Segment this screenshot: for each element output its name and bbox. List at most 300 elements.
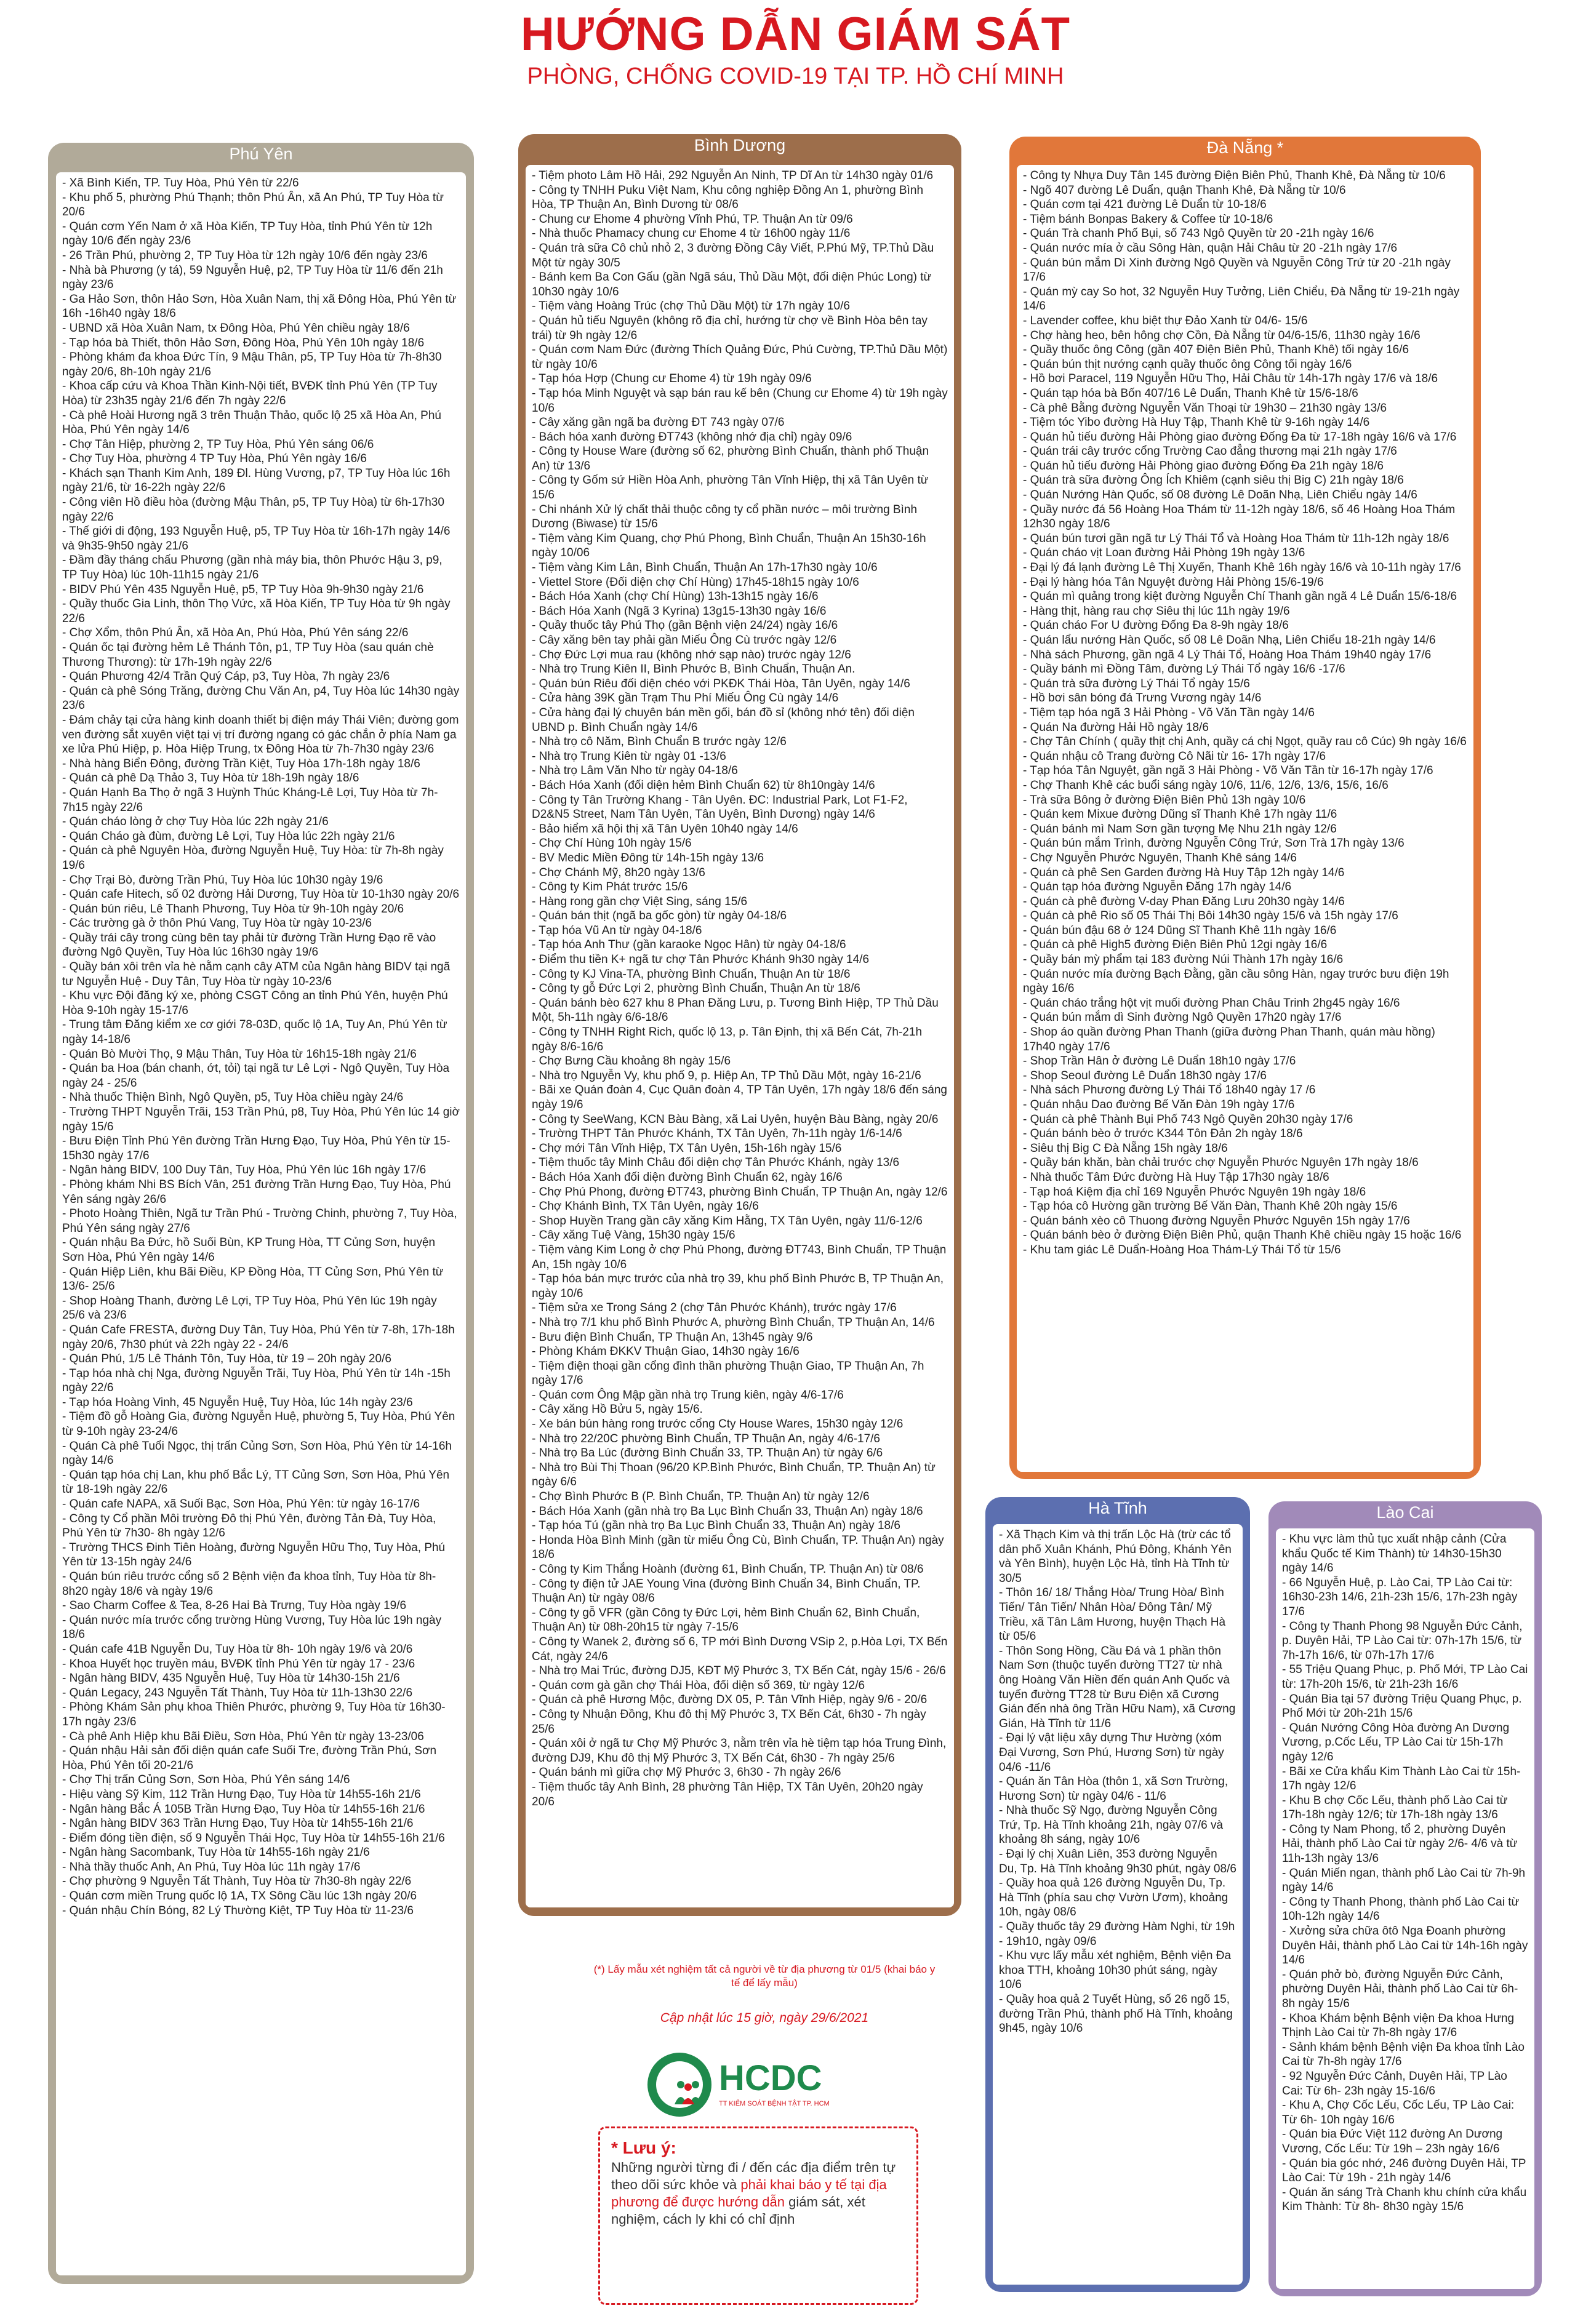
list-item: - Đầm đầy tháng chấu Phương (gần nhà máy bia, thôn Phước Hậu 3, p9, TP Tuy Hòa) lúc 10h-11h15 ngày 21/6: [62, 554, 443, 582]
list-item: - Quán bún mắm Dì Xinh đường Ngô Quyền và Nguyễn Công Trứ từ 20 -21h ngày 17/6: [1023, 256, 1451, 284]
list-item: - Lavender coffee, khu biệt thự Đảo Xanh từ 04/6- 15/6: [1023, 314, 1308, 327]
list-item: - Cà phê Anh Hiệp khu Bãi Điều, Sơn Hòa, Phú Yên từ ngày 13-23/06: [62, 1730, 424, 1743]
list-item: - Chợ Bưng Cầu khoảng 8h ngày 15/6: [532, 1055, 731, 1068]
list-item: - Quán cơm gà gần chợ Thái Hòa, đối diện số 369, từ ngày 12/6: [532, 1679, 865, 1692]
list-item: - Bách Hóa Xanh đối diện đường Bình Chuẩn 62, ngày 16/6: [532, 1170, 843, 1184]
list-item: - Ngân hàng BIDV 363 Trần Hưng Đạo, Tuy Hòa từ 14h55-16h 21/6: [62, 1817, 414, 1831]
list-item: - Trường THPT Tân Phước Khánh, TX Tân Uyên, 7h-11h ngày 1/6-14/6: [532, 1127, 902, 1141]
ha-tinh-title: Hà Tĩnh: [1088, 1499, 1147, 1517]
list-item: - Quán phở bò, đường Nguyễn Đức Cảnh, phường Duyên Hải, thành phố Lào Cai từ 6h-8h ngày 15/6: [1282, 1968, 1518, 2010]
list-item: - Tạp hóa bà Thiết, thôn Hảo Sơn, Đông Hòa, Phú Yên 10h ngày 18/6: [62, 336, 425, 349]
list-item: - Nhà thuốc Phamacy chung cư Ehome 4 từ 16h00 ngày 11/6: [532, 227, 851, 241]
hcdc-emblem-icon: [647, 2053, 711, 2117]
list-item: - Công ty House Ware (đường số 62, phường Bình Chuẩn, thành phố Thuận An) từ 13/6: [532, 445, 929, 473]
list-item: - Tạp hóa nhà chị Nga, đường Nguyễn Trãi, Tuy Hòa, Phú Yên từ 14h -15h ngày 22/6: [62, 1367, 451, 1395]
list-item: - Quán trái cây trước cổng Trường Cao đẳng thương mại 21h ngày 17/6: [1023, 445, 1397, 458]
list-item: - Nhà hàng Biển Đông, đường Trần Kiệt, Tuy Hòa 17h-18h ngày 18/6: [62, 757, 420, 770]
list-item: - Quầy thuốc tây 29 đường Hàm Nghi, từ 19h - 19h10, ngày 09/6: [999, 1920, 1235, 1948]
list-item: - Quán bánh mì giữa chợ Mỹ Phước 3, 6h30 - 7h ngày 26/6: [532, 1766, 841, 1779]
list-item: - Đại lý đá lạnh đường Lê Thị Xuyến, Thanh Khê 16h ngày 16/6 và 10-11h ngày 17/6: [1023, 561, 1461, 575]
list-item: - Quán Cafe FRESTA, đường Duy Tân, Tuy Hòa, Phú Yên từ 7-8h, 17h-18h ngày 20/6, 7h30 phút và 22h ngày 22 - 24/6: [62, 1323, 455, 1351]
list-item: - Quán trà sữa đường Lý Thái Tổ ngày 15/6: [1023, 677, 1250, 690]
list-item: - Tiệm tạp hóa ngã 3 Hải Phòng - Võ Văn Tần ngày 14/6: [1023, 706, 1315, 719]
list-item: - Quán cà phê Thành Bụi Phố 743 Ngô Quyền 20h30 ngày 17/6: [1023, 1112, 1353, 1126]
list-item: - Công ty KJ Vina-TA, phường Bình Chuẩn, Thuận An từ 18/6: [532, 967, 851, 981]
list-item: - Cây xăng Hồ Bửu 5, ngày 15/6.: [532, 1403, 703, 1416]
list-item: - Photo Hoàng Thiên, Ngã tư Trần Phú - Trường Chinh, phường 7, Tuy Hòa, Phú Yên sáng ngày 27/6: [62, 1207, 457, 1235]
list-item: - Công ty Gốm sứ Hiền Hòa Anh, phường Tân Vĩnh Hiệp, thị xã Tân Uyên từ 15/6: [532, 474, 929, 502]
list-item: - Bánh kem Ba Con Gấu (gần Ngã sáu, Thủ Dầu Một, đối diện Phúc Long) từ 10h30 ngày 10/6: [532, 271, 932, 298]
list-item: - Quán bún đậu 68 ở 124 Dũng Sĩ Thanh Khê 11h ngày 16/6: [1023, 924, 1337, 937]
list-item: - Quán Phú, 1/5 Lê Thánh Tôn, Tuy Hòa, từ 19 – 20h ngày 20/6: [62, 1352, 391, 1366]
list-item: - Công ty gỗ Đức Lợi 2, phường Bình Chuẩn, Thuận An từ 18/6: [532, 982, 860, 996]
list-item: - Hiệu vàng Sỹ Kim, 112 Trần Hưng Đạo, Tuy Hòa từ 14h55-16h 21/6: [62, 1787, 421, 1801]
list-item: - Cây xăng bên tay phải gần Miếu Ông Cù trước ngày 12/6: [532, 634, 837, 647]
list-item: - Quầy hoa quả 126 đường Nguyễn Du, Tp. Hà Tĩnh (phía sau chợ Vườn Ươm), khoảng 10h, ngày 08/6: [999, 1877, 1228, 1919]
list-item: - Nhà trọ Mai Trúc, đường DJ5, KĐT Mỹ Phước 3, TX Bến Cát, ngày 15/6 - 26/6: [532, 1664, 946, 1678]
list-item: - Chợ Thị trấn Củng Sơn, Sơn Hòa, Phú Yên sáng 14/6: [62, 1773, 350, 1787]
list-item: - Chợ Chánh Mỹ, 8h20 ngày 13/6: [532, 866, 705, 879]
list-item: - Quán cơm miền Trung quốc lộ 1A, TX Sông Cầu lúc 13h ngày 20/6: [62, 1890, 417, 1903]
list-item: - Cà phê Bằng đường Nguyễn Văn Thoại từ 19h30 – 21h30 ngày 13/6: [1023, 401, 1387, 415]
list-item: - Quán hủ tiếu Nguyên (không rõ địa chỉ, hướng từ chợ về Bình Hòa bên tay trái) từ 9h ngày 12/6: [532, 314, 928, 342]
list-item: - Quán Na đường Hải Hồ ngày 18/6: [1023, 721, 1209, 734]
list-item: - Tiệm photo Lâm Hồ Hải, 292 Nguyễn An Ninh, TP Dĩ An từ 14h30 ngày 01/6: [532, 169, 934, 182]
da-nang-list-box: [1017, 165, 1473, 1472]
list-item: - Trà sữa Bông ở đường Điện Biên Phủ 13h ngày 10/6: [1023, 793, 1306, 807]
list-item: - Quán ba Hoa (bán chanh, ớt, tỏi) tại ngã tư Lê Lợi - Ngô Quyền, Tuy Hòa ngày 24 - 25/6: [62, 1062, 450, 1090]
list-item: - Tạp hóa bán mực trước của nhà trọ 39, khu phố Bình Phước B, TP Thuận An, ngày 10/6: [532, 1272, 944, 1300]
list-item: - Khu vực Đội đăng ký xe, phòng CSGT Công an tỉnh Phú Yên, huyện Phú Hòa 9-10h ngày 15-17/6: [62, 989, 448, 1017]
list-item: - Quán Nướng Hàn Quốc, số 08 đường Lê Doãn Nhạ, Liên Chiểu ngày 14/6: [1023, 489, 1417, 502]
list-item: - Nhà trọ 22/20C phường Bình Chuẩn, TP Thuận An, ngày 4/6-17/6: [532, 1432, 881, 1445]
list-item: - Công ty Wanek 2, đường số 6, TP mới Bình Dương VSip 2, p.Hòa Lợi, TX Bến Cát, ngày 24/6: [532, 1635, 948, 1663]
list-item: - Tạp hóa Vũ An từ ngày 04-18/6: [532, 924, 702, 937]
list-item: - Ngân hàng Sacombank, Tuy Hòa từ 14h55-16h ngày 21/6: [62, 1846, 370, 1859]
ha-tinh-panel: [985, 1497, 1250, 2292]
list-item: - Khu tam giác Lê Duẩn-Hoàng Hoa Thám-Lý Thái Tổ từ 15/6: [1023, 1243, 1341, 1256]
list-item: - Ngõ 407 đường Lê Duẩn, quận Thanh Khê, Đà Nẵng từ 10/6: [1023, 183, 1346, 197]
list-item: - Tiệm vàng Kim Lân, Bình Chuẩn, Thuận An 17h-17h30 ngày 10/6: [532, 561, 878, 575]
list-item: - Quán Hạnh Ba Thọ ở ngã 3 Huỳnh Thúc Kháng-Lê Lợi, Tuy Hòa từ 7h-7h15 ngày 22/6: [62, 786, 438, 814]
list-item: - Chợ Tân Hiệp, phường 2, TP Tuy Hòa, Phú Yên sáng 06/6: [62, 437, 374, 451]
list-item: - Khoa Huyết học truyền máu, BVĐK tỉnh Phú Yên từ ngày 17 - 23/6: [62, 1657, 415, 1671]
list-item: - Quán cà phê Rio số 05 Thái Thị Bôi 14h30 ngày 15/6 và 15h ngày 17/6: [1023, 909, 1398, 923]
list-item: - Khu phố 5, phường Phú Thạnh; thôn Phú Ân, xã An Phú, TP Tuy Hòa từ 20/6: [62, 191, 444, 219]
list-item: - Quán bánh bèo ở đường Điện Biên Phủ, quận Thanh Khê chiều ngày 15 hoặc 16/6: [1023, 1229, 1462, 1242]
list-item: - Quán cà phê Hương Mộc, đường DX 05, P. Tân Vĩnh Hiệp, ngày 9/6 - 20/6: [532, 1693, 928, 1707]
list-item: - Công ty Nam Phong, tổ 2, phường Duyên Hải, thành phố Lào Cai từ ngày 2/6- 4/6 và từ 11h-13h ngày 13/6: [1282, 1823, 1518, 1866]
hcdc-logo: [647, 2053, 869, 2117]
list-item: - Điểm thu tiền K+ ngã tư chợ Tân Phước Khánh 9h30 ngày 14/6: [532, 953, 870, 967]
list-item: - Chợ Nguyễn Phước Nguyên, Thanh Khê sáng 14/6: [1023, 851, 1297, 865]
attention-text-highlight: phải khai báo y tế tại địa phương để được hướng dẫn: [611, 2177, 887, 2210]
list-item: - Chợ Tuy Hòa, phường 4 TP Tuy Hòa, Phú Yên ngày 16/6: [62, 452, 367, 466]
list-item: - Tiệm sửa xe Trong Sáng 2 (chợ Tân Phước Khánh), trước ngày 17/6: [532, 1301, 897, 1315]
list-item: - Khoa cấp cứu và Khoa Thần Kinh-Nội tiết, BVĐK tỉnh Phú Yên (TP Tuy Hòa) từ 23h35 ngày 21/6 đến 7h ngày 22/6: [62, 380, 438, 407]
list-item: - Công ty Thanh Phong 98 Nguyễn Đức Cảnh, p. Duyên Hải, TP Lào Cai từ: 07h-17h 15/6, từ 7h-17h 16/6, từ 07h-17h 17/6: [1282, 1619, 1523, 1662]
list-item: - Bách hóa xanh đường ĐT743 (không nhớ địa chỉ) ngày 09/6: [532, 430, 852, 444]
list-item: - Quán cơm Ông Mập gần nhà trọ Trung kiên, ngày 4/6-17/6: [532, 1388, 844, 1402]
attention-text-part2: giám sát, xét nghiệm, cách ly khi có chỉ định: [611, 2194, 865, 2227]
phu-yen-list: [62, 176, 460, 1918]
list-item: - Shop Hoàng Thanh, đường Lê Lợi, TP Tuy Hòa, Phú Yên lúc 19h ngày 25/6 và 23/6: [62, 1294, 437, 1322]
list-item: - Tiệm tóc Yibo đường Hà Huy Tập, Thanh Khê từ 9-16h ngày 14/6: [1023, 416, 1370, 429]
list-item: - Quán cà phê Nguyên Hòa, đường Nguyễn Huệ, Tuy Hòa: từ 7h-8h ngày 19/6: [62, 844, 444, 872]
list-item: - Công ty SeeWang, KCN Bàu Bàng, xã Lai Uyên, huyện Bàu Bàng, ngày 20/6: [532, 1112, 939, 1126]
list-item: - Nhà thuốc Tâm Đức đường Hà Huy Tập 17h30 ngày 18/6: [1023, 1170, 1329, 1184]
lao-cai-title: Lào Cai: [1376, 1503, 1434, 1522]
list-item: - Cây xăng Tuệ Vàng, 15h30 ngày 15/6: [532, 1229, 735, 1242]
list-item: - Chợ Đức Lợi mua rau (không nhớ sạp nào) trước ngày 12/6: [532, 648, 851, 661]
list-item: - 66 Nguyễn Huệ, p. Lào Cai, TP Lào Cai từ: 16h30-23h 14/6, 21h-23h 15/6, 17h-23h ngày 17/6: [1282, 1576, 1518, 1618]
list-item: - Nhà trọ Ba Lúc (đường Bình Chuẩn 33, TP. Thuận An) từ ngày 6/6: [532, 1447, 883, 1460]
list-item: - Bảo hiểm xã hội thị xã Tân Uyên 10h40 ngày 14/6: [532, 822, 798, 836]
list-item: - Nhà bà Phương (y tá), 59 Nguyễn Huệ, p2, TP Tuy Hòa từ 11/6 đến 21h ngày 23/6: [62, 263, 443, 292]
list-item: - Khu vực lấy mẫu xét nghiệm, Bệnh viện Đa khoa TTH, khoảng 10h30 phút sáng, ngày 10/6: [999, 1949, 1232, 1992]
list-item: - Phòng Khám Sản phụ khoa Thiên Phước, phường 9, Tuy Hòa từ 16h30- 17h ngày 23/6: [62, 1701, 446, 1728]
list-item: - Chợ Chí Hùng 10h ngày 15/6: [532, 837, 692, 850]
attention-text-part1: Những người từng đi / đến các địa điểm trên tự theo dõi sức khỏe và: [611, 2160, 896, 2192]
list-item: - Chợ Phú Phong, đường ĐT743, phường Bình Chuẩn, TP Thuận An, ngày 12/6: [532, 1185, 948, 1199]
list-item: - Nhà trọ Bùi Thị Thoan (96/20 KP.Bình Phước, Bình Chuẩn, TP. Thuận An) từ ngày 6/6: [532, 1461, 936, 1489]
list-item: - Chợ Tân Chính ( quầy thịt chị Anh, quầy cá chị Ngọt, quầy rau cô Cúc) 9h ngày 16/6: [1023, 735, 1467, 749]
list-item: - Quán trà sữa Cô chủ nhỏ 2, 3 đường Đồng Cây Viết, P.Phú Mỹ, TP.Thủ Dầu Một từ ngày 30/5: [532, 241, 934, 270]
list-item: - Quán Trà chanh Phố Bụi, số 743 Ngô Quyền từ 20 -21h ngày 16/6: [1023, 227, 1374, 241]
list-item: - Trường THCS Đinh Tiên Hoàng, đường Nguyễn Hữu Thọ, Tuy Hòa, Phú Yên từ 13-15h ngày 24/6: [62, 1541, 446, 1569]
hcdc-logo-subtitle: TT KIỂM SOÁT BỆNH TẬT TP. HCM: [719, 2100, 830, 2107]
list-item: - Quán bún riêu, Lê Thanh Phương, Tuy Hòa từ 9h-10h ngày 20/6: [62, 902, 404, 916]
list-item: - Phòng khám Nhi BS Bích Vân, 251 đường Trần Hưng Đạo, Tuy Hòa, Phú Yên sáng ngày 26/6: [62, 1178, 451, 1206]
list-item: - Công ty Kim Thắng Hoành (đường 61, Bình Chuẩn, TP. Thuận An) từ 08/6: [532, 1563, 924, 1576]
list-item: - Quán ăn sáng Trà Chanh khu chính cửa khẩu Kim Thành: Từ 8h- 8h30 ngày 15/6: [1282, 2186, 1527, 2214]
list-item: - Quán lẩu nướng Hàn Quốc, số 08 Lê Doãn Nhạ, Liên Chiểu 18-21h ngày 14/6: [1023, 634, 1436, 647]
list-item: - Quầy thuốc Gia Linh, thôn Thọ Vức, xã Hòa Kiến, TP Tuy Hòa từ 9h ngày 22/6: [62, 597, 451, 625]
list-item: - Quán cháo trắng hột vịt muối đường Phan Châu Trinh 2hg45 ngày 16/6: [1023, 996, 1400, 1010]
list-item: - Xưởng sửa chữa ôtô Nga Đoanh phường Duyên Hải, thành phố Lào Cai từ 14h-16h ngày 14/6: [1282, 1925, 1528, 1967]
list-item: - Quán cháo vịt Loan đường Hải Phòng 19h ngày 13/6: [1023, 546, 1305, 560]
list-item: - Nhà thuốc Sỹ Ngọ, đường Nguyễn Công Trứ, Tp. Hà Tĩnh khoảng 21h, ngày 07/6 và khoảng 8h sáng, ngày 10/6: [999, 1804, 1224, 1847]
list-item: - Quán trà sữa đường Ông Ích Khiêm (cạnh siêu thị Big C) 21h ngày 18/6: [1023, 474, 1404, 487]
list-item: - Tiệm điện thoại gần cổng đình thần phường Thuận Giao, TP Thuận An, 7h ngày 17/6: [532, 1359, 924, 1388]
list-item: - Tiệm thuốc tây Anh Bình, 28 phường Tân Hiệp, TX Tân Uyên, 20h20 ngày 20/6: [532, 1780, 923, 1808]
list-item: - Điểm đóng tiền điện, số 9 Nguyễn Thái Học, Tuy Hòa từ 14h55-16h 21/6: [62, 1831, 445, 1845]
list-item: - Tạp hóa Tú (gần nhà trọ Ba Lục Bình Chuẩn 33, Thuận An) ngày 18/6: [532, 1519, 900, 1533]
list-item: - Thôn 16/ 18/ Thắng Hòa/ Trung Hòa/ Bình Tiến/ Tân Tiến/ Nhân Hòa/ Đông Tân/ Mỹ Triều, xã Tân Lâm Hương, huyện Thạch Hà từ 05/6: [999, 1586, 1226, 1643]
list-item: - Tạp hóa cô Hường gần trường Bế Văn Đàn, Thanh Khê 20h ngày 15/6: [1023, 1200, 1398, 1213]
list-item: - Nhà trọ 7/1 khu phố Bình Phước A, phường Bình Chuẩn, TP Thuận An, 14/6: [532, 1316, 935, 1329]
list-item: - Công ty Cổ phần Môi trường Đô thị Phú Yên, đường Tản Đà, Tuy Hòa, Phú Yên từ 7h30- 8h ngày 12/6: [62, 1512, 436, 1540]
da-nang-title: Đà Nẵng *: [1206, 138, 1284, 157]
list-item: - Bách Hóa Xanh (đối diện hẻm Bình Chuẩn 62) từ 8h10ngày 14/6: [532, 778, 875, 792]
list-item: - Quầy bán xôi trên vỉa hè nằm cạnh cây ATM của Ngân hàng BIDV tại ngã tư Nguyễn Huệ - Duy Tân, Tuy Hòa từ ngày 10-23/6: [62, 960, 451, 988]
list-item: - Khu A, Chợ Cốc Lếu, Cốc Lếu, TP Lào Cai: Từ 6h- 10h ngày 16/6: [1282, 2099, 1515, 2126]
binh-duong-list: [532, 169, 948, 1809]
list-item: - Quán nước mía đường Bạch Đằng, gần cầu sông Hàn, ngay trước bưu điện 19h ngày 16/6: [1023, 967, 1449, 996]
list-item: - Quầy thuốc tây Phú Thọ (gần Bệnh viện 24/24) ngày 16/6: [532, 619, 838, 633]
list-item: - Phòng Khám ĐKKV Thuận Giao, 14h30 ngày 16/6: [532, 1345, 800, 1359]
list-item: - Khu B chợ Cốc Lếu, thành phố Lào Cai từ 17h-18h ngày 12/6; từ 17h-18h ngày 13/6: [1282, 1794, 1508, 1822]
list-item: - Nhà trọ Trung Kiên từ ngày 01 -13/6: [532, 749, 726, 763]
lao-cai-list-box: [1276, 1528, 1534, 2289]
list-item: - Quán ăn Tân Hòa (thôn 1, xã Sơn Trường, Hương Sơn) từ ngày 04/6 - 11/6: [999, 1775, 1228, 1803]
list-item: - Quán Bò Mười Thọ, 9 Mậu Thân, Tuy Hòa từ 16h15-18h ngày 21/6: [62, 1047, 417, 1061]
ha-tinh-list: [999, 1528, 1236, 2036]
list-item: - Quán Legacy, 243 Nguyễn Tất Thành, Tuy Hòa từ 11h-13h30 22/6: [62, 1686, 413, 1699]
list-item: - 26 Trần Phú, phường 2, TP Tuy Hòa từ 12h ngày 10/6 đến ngày 23/6: [62, 249, 428, 262]
list-item: - Khu vực làm thủ tục xuất nhập cảnh (Cửa khẩu Quốc tế Kim Thành) từ 14h30-15h30 ngày 14/6: [1282, 1533, 1507, 1575]
list-item: - Phòng khám đa khoa Đức Tín, 9 Mậu Thân, p5, TP Tuy Hòa từ 7h-8h30 ngày 20/6, 8h-10h ngày 21/6: [62, 351, 442, 378]
list-item: - Tiệm vàng Hoàng Trúc (chợ Thủ Dầu Một) từ 17h ngày 10/6: [532, 300, 850, 313]
list-item: - Quán Cháo gà đùm, đường Lê Lợi, Tuy Hòa lúc 22h ngày 21/6: [62, 829, 395, 843]
list-item: - Quán bánh bèo ở trước K344 Tôn Đản 2h ngày 18/6: [1023, 1127, 1303, 1141]
list-item: - Hồ bơi sân bóng đá Trưng Vương ngày 14/6: [1023, 692, 1262, 705]
list-item: - Công ty gỗ VFR (gần Công ty Đức Lợi, hẻm Bình Chuẩn 62, Bình Chuẩn, Thuận An) từ 08h-20h15 từ ngày 7-15/6: [532, 1606, 920, 1634]
list-item: - Viettel Store (Đối diện chợ Chí Hùng) 17h45-18h15 ngày 10/6: [532, 575, 859, 589]
list-item: - Honda Hòa Bình Minh (gần từ miếu Ông Cù, Bình Chuẩn, TP. Thuận An) ngày 18/6: [532, 1533, 944, 1562]
list-item: - Hàng thịt, hàng rau chợ Siêu thị lúc 11h ngày 19/6: [1023, 604, 1290, 618]
sampling-note: (*) Lấy mẫu xét nghiệm tất cả người về từ địa phương từ 01/5 (khai báo y tế để lấy mẫu): [593, 1963, 936, 1989]
list-item: - Công ty Tân Trường Khang - Tân Uyên. ĐC: Industrial Park, Lot F1-F2, D2&N5 Street, Nam Tân Uyên, Tân Uyên, Bình Dương) ngày 14/6: [532, 793, 908, 821]
list-item: - Quán bún thịt nướng cạnh quầy thuốc ông Công tối ngày 16/6: [1023, 357, 1352, 371]
list-item: - Bãi xe Cửa khẩu Kim Thành Lào Cai từ 15h-17h ngày 12/6: [1282, 1765, 1521, 1793]
list-item: - Nhà thuốc Thiện Bình, Ngô Quyền, p5, Tuy Hòa chiều ngày 24/6: [62, 1091, 404, 1104]
list-item: - Tiệm thuốc tây Minh Châu đối diện chợ Tân Phước Khánh, ngày 13/6: [532, 1156, 900, 1170]
list-item: - Cửa hàng đại lý chuyên bán mền gối, bán đồ sỉ (không nhớ tên) đối diện UBND p. Bình Chuẩn ngày 14/6: [532, 706, 915, 734]
list-item: - Shop áo quần đường Phan Thanh (giữa đường Phan Thanh, quán màu hồng) 17h40 ngày 17/6: [1023, 1026, 1435, 1053]
list-item: - 92 Nguyễn Đức Cảnh, Duyên Hải, TP Lào Cai: Từ 6h- 23h ngày 15-16/6: [1282, 2069, 1507, 2098]
list-item: - Công ty TNHH Puku Việt Nam, Khu công nghiệp Đồng An 1, phường Bình Hòa, TP Thuận An, Bình Dương từ 08/6: [532, 183, 924, 212]
list-item: - Quán cháo lòng ở chợ Tuy Hòa lúc 22h ngày 21/6: [62, 815, 329, 829]
list-item: - Quán cơm tại 421 đường Lê Duẩn từ 10-18/6: [1023, 198, 1267, 212]
list-item: - Chợ Trại Bò, đường Trần Phú, Tuy Hòa lúc 10h30 ngày 19/6: [62, 873, 383, 887]
lao-cai-panel: [1268, 1501, 1542, 2296]
list-item: - Siêu thị Big C Đà Nẵng 15h ngày 18/6: [1023, 1141, 1228, 1155]
list-item: - Shop Huyền Trang gần cây xăng Kim Hằng, TX Tân Uyên, ngày 11/6-12/6: [532, 1214, 923, 1228]
list-item: - Quán nhậu Ba Đức, hồ Suối Bùn, KP Trung Hòa, TT Củng Sơn, huyện Sơn Hòa, Phú Yên ngày 14/6: [62, 1236, 436, 1264]
list-item: - Đám chảy tại cửa hàng kinh doanh thiết bị điện máy Thái Viên; đường gom ven đường sắt xuyên việt tại vị trí đường ngang có gác chắn ở phía Nam ga xe lửa Phú Hiệp, p. Hòa Hiệp Trung, tx Đông Hòa từ 7h-7h30 ngày 23/6: [62, 713, 459, 756]
list-item: - 55 Triệu Quang Phục, p. Phố Mới, TP Lào Cai từ: 17h-20h 15/6, từ 21h-23h 16/6: [1282, 1663, 1528, 1691]
list-item: - Xã Thạch Kim và thị trấn Lộc Hà (trừ các tổ dân phố Xuân Khánh, Phú Đông, Khánh Yên và Yên Bình), huyện Lộc Hà, tỉnh Hà Tĩnh từ 30/5: [999, 1528, 1232, 1585]
list-item: - Bưu Điện Tỉnh Phú Yên đường Trần Hưng Đạo, Tuy Hòa, Phú Yên từ 15- 15h30 ngày 17/6: [62, 1135, 451, 1162]
list-item: - Quán kem Mixue đường Dũng sĩ Thanh Khê 17h ngày 11/6: [1023, 808, 1337, 821]
header: [0, 9, 1591, 90]
list-item: - Quán cafe NAPA, xã Suối Bạc, Sơn Hòa, Phú Yên: từ ngày 16-17/6: [62, 1498, 420, 1511]
list-item: - Quán cháo For U đường Đống Đa 8-9h ngày 18/6: [1023, 619, 1289, 633]
list-item: - Chợ hàng heo, bên hông chợ Cồn, Đà Nẵng từ 04/6-15/6, 11h30 ngày 16/6: [1023, 329, 1421, 342]
list-item: - Quầy thuốc ông Công (gần 407 Điện Biên Phủ, Thanh Khê) tối ngày 16/6: [1023, 343, 1409, 357]
list-item: - Quán bún mắm Trình, đường Nguyễn Công Trứ, Sơn Trà 17h ngày 13/6: [1023, 837, 1405, 850]
list-item: - Quán nhậu Dao đường Bế Văn Đàn 19h ngày 17/6: [1023, 1098, 1295, 1111]
list-item: - Quán bánh mì Nam Sơn gần tượng Mẹ Nhu 21h ngày 12/6: [1023, 822, 1337, 836]
list-item: - Quán hủ tiếu đường Hải Phòng giao đường Đống Đa từ 17-18h ngày 16/6 và 17/6: [1023, 430, 1457, 444]
list-item: - Quán bún mắm dì Sinh đường Ngô Quyền 17h20 ngày 17/6: [1023, 1011, 1342, 1024]
list-item: - Bách Hóa Xanh (chợ Chí Hùng) 13h-13h15 ngày 16/6: [532, 590, 819, 604]
binh-duong-list-box: [526, 165, 954, 1907]
list-item: - Quán Miến ngan, thành phố Lào Cai từ 7h-9h ngày 14/6: [1282, 1866, 1526, 1895]
list-item: - Thế giới di động, 193 Nguyễn Huệ, p5, TP Tuy Hòa từ 16h-17h ngày 14/6 và 9h35-9h50 ngày 21/6: [62, 525, 451, 553]
list-item: - Quán nhậu Hải sản đối diện quán cafe Suối Tre, đường Trần Phú, Sơn Hòa, Phú Yên tối 20-21/6: [62, 1744, 437, 1772]
list-item: - Tạp hóa Tân Nguyệt, gần ngã 3 Hải Phòng - Võ Văn Tần từ 16-17h ngày 17/6: [1023, 764, 1433, 778]
footer-notes: [592, 1963, 937, 2026]
list-item: - Quán nước mía ở cầu Sông Hàn, quận Hải Châu từ 20 -21h ngày 17/6: [1023, 241, 1398, 255]
list-item: - Đại lý chị Xuân Liên, 353 đường Nguyễn Du, Tp. Hà Tĩnh khoảng 9h30 phút, ngày 08/6: [999, 1848, 1236, 1875]
list-item: - Tạp hóa Hoàng Vinh, 45 Nguyễn Huệ, Tuy Hòa, lúc 14h ngày 23/6: [62, 1396, 413, 1409]
attention-text: [611, 2159, 905, 2228]
list-item: - Quán ốc tại đường hẻm Lê Thánh Tôn, p1, TP Tuy Hòa (sau quán chè Thương Thương): từ 17h-19h ngày 22/6: [62, 641, 434, 669]
list-item: - Nhà trọ Trung Kiên II, Bình Phước B, Bình Chuẩn, Thuận An.: [532, 663, 856, 676]
list-item: - BV Medic Miền Đông từ 14h-15h ngày 13/6: [532, 851, 764, 865]
list-item: - Công ty Nhựa Duy Tân 145 đường Điện Biên Phủ, Thanh Khê, Đà Nẵng từ 10/6: [1023, 169, 1446, 182]
binh-duong-panel: [518, 134, 961, 1916]
list-item: - UBND xã Hòa Xuân Nam, tx Đông Hòa, Phú Yên chiều ngày 18/6: [62, 321, 410, 335]
list-item: - Ga Hảo Sơn, thôn Hảo Sơn, Hòa Xuân Nam, thị xã Đông Hòa, Phú Yên từ 16h -16h40 ngày 18/6: [62, 292, 457, 321]
list-item: - Quán Bia tại 57 đường Triệu Quang Phục, p. Phố Mới từ 20h-21h 15/6: [1282, 1692, 1522, 1720]
list-item: - Shop Seoul đường Lê Duẩn 18h30 ngày 17/6: [1023, 1069, 1267, 1082]
list-item: - Quầy bán khăn, bàn chải trước chợ Nguyễn Phước Nguyên 17h ngày 18/6: [1023, 1156, 1419, 1170]
list-item: - Quầy nước đá 56 Hoàng Hoa Thám từ 11-12h ngày 18/6, số 46 Hoàng Hoa Thám 12h30 ngày 18/6: [1023, 503, 1456, 531]
list-item: - Quán bún tươi gần ngã tư Lý Thái Tổ và Hoàng Hoa Thám từ 11h-12h ngày 18/6: [1023, 532, 1449, 545]
list-item: - Đại lý hàng hóa Tân Nguyệt đường Hải Phòng 15/6-19/6: [1023, 575, 1324, 589]
list-item: - BIDV Phú Yên 435 Nguyễn Huệ, p5, TP Tuy Hòa 9h-9h30 ngày 21/6: [62, 583, 424, 596]
hcdc-logo-text: HCDC: [719, 2058, 822, 2098]
list-item: - Công ty TNHH Right Rich, quốc lộ 13, p. Tân Định, thị xã Bến Cát, 7h-21h ngày 8/6-16/6: [532, 1026, 923, 1053]
list-item: - Quán cafe 41B Nguyễn Du, Tuy Hòa từ 8h- 10h ngày 19/6 và 20/6: [62, 1642, 413, 1656]
list-item: - Xe bán bún hàng rong trước cổng Cty House Wares, 15h30 ngày 12/6: [532, 1418, 904, 1431]
list-item: - Quán Nướng Công Hòa đường An Dương Vương, p.Cốc Lếu, TP Lào Cai từ 15h-17h ngày 12/6: [1282, 1721, 1510, 1763]
list-item: - Quán bán thịt (ngã ba gốc gòn) từ ngày 04-18/6: [532, 909, 787, 923]
list-item: - Ngân hàng Bắc Á 105B Trần Hưng Đạo, Tuy Hòa từ 14h55-16h 21/6: [62, 1802, 425, 1816]
list-item: - Sao Charm Coffee & Tea, 8-26 Hai Bà Trưng, Tuy Hòa ngày 19/6: [62, 1599, 407, 1613]
list-item: - Chợ Thanh Khê các buổi sáng ngày 10/6, 11/6, 12/6, 13/6, 15/6, 16/6: [1023, 778, 1389, 792]
list-item: - Ngân hàng BIDV, 435 Nguyễn Huệ, Tuy Hòa từ 14h30-15h 21/6: [62, 1672, 400, 1685]
list-item: - Quầy hoa quả 2 Tuyết Hùng, số 26 ngõ 15, đường Trần Phú, thành phố Hà Tĩnh, khoảng 9h45, ngày 10/6: [999, 1993, 1233, 2035]
da-nang-panel: [1009, 137, 1481, 1479]
list-item: - Nhà sách Phương, gần ngã 4 Lý Thái Tổ, Hoàng Hoa Thám 19h40 ngày 17/6: [1023, 648, 1432, 661]
list-item: - Shop Trần Hân ở đường Lê Duẩn 18h10 ngày 17/6: [1023, 1055, 1296, 1068]
list-item: - Quán tạp hóa đường Nguyễn Đăng 17h ngày 14/6: [1023, 880, 1292, 894]
list-item: - Tiệm vàng Kim Quang, chợ Phú Phong, Bình Chuẩn, Thuận An 15h30-16h ngày 10/06: [532, 532, 926, 560]
phu-yen-list-box: [56, 172, 466, 2275]
list-item: - Hồ bơi Paracel, 119 Nguyễn Hữu Thọ, Hải Châu từ 14h-17h ngày 17/6 và 18/6: [1023, 372, 1438, 386]
list-item: - Quán bánh bèo 627 khu 8 Phan Đăng Lưu, p. Tương Bình Hiệp, TP Thủ Dầu Một, 5h-11h ngày 6/6-18/6: [532, 996, 939, 1024]
list-item: - Chợ Bình Phước B (P. Bình Chuẩn, TP. Thuận An) từ ngày 12/6: [532, 1490, 870, 1504]
list-item: - Quán Cà phê Tuổi Ngọc, thị trấn Củng Sơn, Sơn Hòa, Phú Yên từ 14-16h ngày 14/6: [62, 1439, 452, 1467]
list-item: - Quán nhậu Chín Bóng, 82 Lý Thường Kiệt, TP Tuy Hòa từ 11-23/6: [62, 1904, 414, 1917]
list-item: - Nhà thầy thuốc Anh, An Phú, Tuy Hòa lúc 11h ngày 17/6: [62, 1860, 361, 1874]
list-item: - Tạp hóa Hợp (Chung cư Ehome 4) từ 19h ngày 09/6: [532, 372, 812, 386]
list-item: - Tạp hóa Minh Nguyệt và sạp bán rau kế bên (Chung cư Ehome 4) từ 19h ngày 10/6: [532, 386, 948, 415]
list-item: - Quầy bán mỳ phẩm tại 183 đường Núi Thành 17h ngày 16/6: [1023, 953, 1344, 967]
list-item: - Tạp hoá Kiệm địa chỉ 169 Nguyễn Phước Nguyên 19h ngày 18/6: [1023, 1185, 1366, 1199]
list-item: - Công ty điện tử JAE Young Vina (đường Bình Chuẩn 34, Bình Chuẩn, TP. Thuận An) từ ngày 08/6: [532, 1577, 921, 1605]
list-item: - Hàng rong gần chợ Việt Sing, sáng 15/6: [532, 895, 748, 908]
list-item: - Quán Phương 42/4 Trần Quý Cáp, p3, Tuy Hòa, 7h ngày 23/6: [62, 670, 390, 684]
list-item: - Chợ Khánh Bình, TX Tân Uyên, ngày 16/6: [532, 1200, 759, 1213]
list-item: - Quầy trái cây trong cùng bên tay phải từ đường Trần Hưng Đạo rẽ vào đường Ngô Quyền, Tuy Hòa lúc 16h30 ngày 19/6: [62, 931, 436, 959]
list-item: - Quán cà phê Dạ Thảo 3, Tuy Hòa từ 18h-19h ngày 18/6: [62, 772, 359, 785]
list-item: - Tạp hóa Anh Thư (gần karaoke Ngọc Hân) từ ngày 04-18/6: [532, 938, 846, 952]
list-item: - Chợ mới Tân Vĩnh Hiệp, TX Tân Uyên, 15h-16h ngày 15/6: [532, 1141, 842, 1155]
da-nang-list: [1023, 169, 1467, 1258]
list-item: - Nhà trọ Lâm Văn Nho từ ngày 04-18/6: [532, 764, 738, 778]
list-item: - Quán tạp hóa chị Lan, khu phố Bắc Lý, TT Củng Sơn, Sơn Hòa, Phú Yên từ 18-19h ngày 22/6: [62, 1468, 450, 1496]
list-item: - Quán mì quảng trong kiệt đường Nguyễn Chí Thanh gần ngã 4 Lê Duẩn 15/6-18/6: [1023, 590, 1457, 604]
list-item: - Nhà sách Phương đường Lý Thái Tổ 18h40 ngày 17 /6: [1023, 1084, 1316, 1097]
list-item: - Đại lý vật liệu xây dựng Thư Hường (xóm Đại Vương, Sơn Phú, Hương Sơn) từ ngày 04/6 -11/6: [999, 1731, 1224, 1774]
list-item: - Quán Hiệp Liên, khu Bãi Điều, KP Đồng Hòa, TT Củng Sơn, Phú Yên từ 13/6- 25/6: [62, 1265, 444, 1293]
list-item: - Chi nhánh Xử lý chất thải thuộc công ty cổ phần nước – môi trường Bình Dương (Biwase) từ 15/6: [532, 503, 918, 531]
list-item: - Sảnh khám bệnh Bệnh viện Đa khoa tỉnh Lào Cai từ 7h-8h ngày 17/6: [1282, 2040, 1525, 2069]
list-item: - Trường THPT Nguyễn Trãi, 153 Trần Phú, p8, Tuy Hòa, Phú Yên lúc 14 giờ ngày 15/6: [62, 1106, 460, 1133]
list-item: - Quán bia Đức Việt 112 đường An Dương Vương, Cốc Lếu: Từ 19h – 23h ngày 16/6: [1282, 2128, 1503, 2155]
list-item: - Quán xôi ở ngã tư Chợ Mỹ Phước 3, nằm trên vỉa hè tiệm tạp hóa Trung Đình, đường DJ9, Khu đô thị Mỹ Phước 3, TX Bến Cát, 6h30 - 7h ngày 25/6: [532, 1737, 947, 1765]
list-item: - Công ty Kim Phát trước 15/6: [532, 880, 688, 894]
list-item: - Tiệm đồ gỗ Hoàng Gia, đường Nguyễn Huệ, phường 5, Tuy Hòa, Phú Yên từ 9-10h ngày 23-24/6: [62, 1410, 455, 1439]
list-item: - Quán cơm Yến Nam ở xã Hòa Kiến, TP Tuy Hòa, tỉnh Phú Yên từ 12h ngày 10/6 đến ngày 23/6: [62, 220, 433, 248]
attention-title: * Lưu ý:: [611, 2138, 676, 2157]
list-item: - Các trường gà ở thôn Phú Vang, Tuy Hòa từ ngày 10-23/6: [62, 917, 372, 930]
list-item: - Cửa hàng 39K gần Trạm Thu Phí Miếu Ông Cù ngày 14/6: [532, 692, 839, 705]
list-item: - Chung cư Ehome 4 phường Vĩnh Phú, TP. Thuận An từ 09/6: [532, 212, 853, 226]
phu-yen-title: Phú Yên: [229, 145, 293, 163]
list-item: - Tiệm vàng Kim Long ở chợ Phú Phong, đường ĐT743, Bình Chuẩn, TP Thuận An, 15h ngày 10/6: [532, 1243, 947, 1271]
list-item: - Bưu điện Bình Chuẩn, TP Thuận An, 13h45 ngày 9/6: [532, 1330, 813, 1344]
list-item: - Quán cà phê Sen Garden đường Hà Huy Tập 12h ngày 14/6: [1023, 866, 1345, 879]
page-subtitle: PHÒNG, CHỐNG COVID-19 TẠI TP. HỒ CHÍ MINH: [527, 63, 1064, 89]
list-item: - Quán nước mía trước cổng trường Hùng Vương, Tuy Hòa lúc 19h ngày 18/6: [62, 1613, 442, 1642]
page-title: HƯỚNG DẪN GIÁM SÁT: [520, 8, 1071, 60]
list-item: - Nhà trọ Nguyễn Vy, khu phố 9, p. Hiệp An, TP Thủ Dầu Một, ngày 16-21/6: [532, 1069, 921, 1082]
list-item: - Cà phê Hoài Hương ngã 3 trên Thuận Thảo, quốc lộ 25 xã Hòa An, Phú Hòa, Phú Yên ngày 14/6: [62, 409, 441, 437]
list-item: - Quán hủ tiếu đường Hải Phòng giao đường Đống Đa 21h ngày 18/6: [1023, 459, 1384, 473]
list-item: - Bách Hóa Xanh (Ngã 3 Kyrina) 13g15-13h30 ngày 16/6: [532, 604, 827, 618]
list-item: - Quầy bánh mì Đồng Tâm, đường Lý Thái Tổ ngày 16/6 -17/6: [1023, 663, 1345, 676]
phu-yen-panel: [48, 143, 474, 2284]
list-item: - Quán bánh xèo cô Thuong đường Nguyễn Phước Nguyên 15h ngày 17/6: [1023, 1214, 1410, 1228]
list-item: - Ngân hàng BIDV, 100 Duy Tân, Tuy Hòa, Phú Yên lúc 16h ngày 17/6: [62, 1164, 427, 1177]
list-item: - Công ty Nhuận Đồng, Khu đô thị Mỹ Phước 3, TX Bến Cát, 6h30 - 7h ngày 25/6: [532, 1707, 926, 1736]
list-item: - Khoa Khám bệnh Bệnh viện Đa khoa Hưng Thịnh Lào Cai từ 7h-8h ngày 17/6: [1282, 2011, 1515, 2040]
list-item: - Xã Bình Kiến, TP. Tuy Hòa, Phú Yên từ 22/6: [62, 177, 299, 190]
list-item: - Tiệm bánh Bonpas Bakery & Coffee từ 10-18/6: [1023, 212, 1273, 226]
list-item: - Công ty Thanh Phong, thành phố Lào Cai từ 10h-12h ngày 14/6: [1282, 1895, 1520, 1923]
list-item: - Công viên Hồ điều hòa (đường Mậu Thân, p5, TP Tuy Hòa) từ 6h-17h30 ngày 22/6: [62, 496, 444, 524]
lao-cai-list: [1282, 1532, 1528, 2214]
list-item: - Bãi xe Quán đoàn 4, Cục Quân đoàn 4, TP Tân Uyên, 17h ngày 18/6 đến sáng ngày 19/6: [532, 1084, 947, 1111]
list-item: - Quán nhậu cô Trang đường Cô Nãi từ 16- 17h ngày 17/6: [1023, 749, 1326, 763]
updated-time: Cập nhật lúc 15 giờ, ngày 29/6/2021: [660, 2011, 869, 2025]
list-item: - Quán bún Riêu đối diện chéo với PKĐK Thái Hòa, Tân Uyên, ngày 14/6: [532, 677, 910, 690]
list-item: - Quán bún riêu trước cổng số 2 Bệnh viện đa khoa tỉnh, Tuy Hòa từ 8h- 8h20 ngày 18/6 và ngày 19/6: [62, 1570, 436, 1598]
list-item: - Cây xăng gần ngã ba đường ĐT 743 ngày 07/6: [532, 416, 785, 429]
list-item: - Quán mỳ cay So hot, 32 Nguyễn Huy Tưởng, Liên Chiểu, Đà Nẵng từ 19-21h ngày 14/6: [1023, 285, 1460, 313]
list-item: - Nhà trọ cô Năm, Bình Chuẩn B trước ngày 12/6: [532, 735, 787, 749]
list-item: - Quán cơm Nam Đức (đường Thích Quảng Đức, Phú Cường, TP.Thủ Dầu Một) từ ngày 10/6: [532, 343, 948, 371]
binh-duong-title: Bình Dương: [694, 136, 786, 154]
attention-box: [598, 2126, 918, 2305]
list-item: - Khách sạn Thanh Kim Anh, 189 Đl. Hùng Vương, p7, TP Tuy Hòa lúc 16h ngày 21/6, từ 16-22h ngày 22/6: [62, 466, 451, 495]
list-item: - Chợ Xổm, thôn Phú Ân, xã Hòa An, Phú Hòa, Phú Yên sáng 22/6: [62, 626, 409, 640]
list-item: - Quán cà phê đường V-day Phan Đăng Lưu 20h30 ngày 14/6: [1023, 895, 1345, 908]
ha-tinh-list-box: [993, 1524, 1243, 2285]
list-item: - Quán cà phê Sóng Trăng, đường Chu Văn An, p4, Tuy Hòa lúc 14h30 ngày 23/6: [62, 684, 460, 713]
list-item: - Quán cafe Hitech, số 02 đường Hải Dương, Tuy Hòa từ 10-1h30 ngày 20/6: [62, 888, 460, 901]
list-item: - Bách Hóa Xanh (gần nhà trọ Ba Lục Bình Chuẩn 33, Thuận An) ngày 18/6: [532, 1504, 923, 1518]
list-item: - Quán bia góc nhớ, 246 đường Duyên Hải, TP Lào Cai: Từ 19h - 21h ngày 14/6: [1282, 2157, 1526, 2185]
list-item: - Chợ phường 9 Nguyễn Tất Thành, Tuy Hòa từ 7h30-8h ngày 22/6: [62, 1875, 412, 1888]
list-item: - Quán tạp hóa bà Bốn 407/16 Lê Duẩn, Thanh Khê từ 15/6-18/6: [1023, 386, 1358, 400]
